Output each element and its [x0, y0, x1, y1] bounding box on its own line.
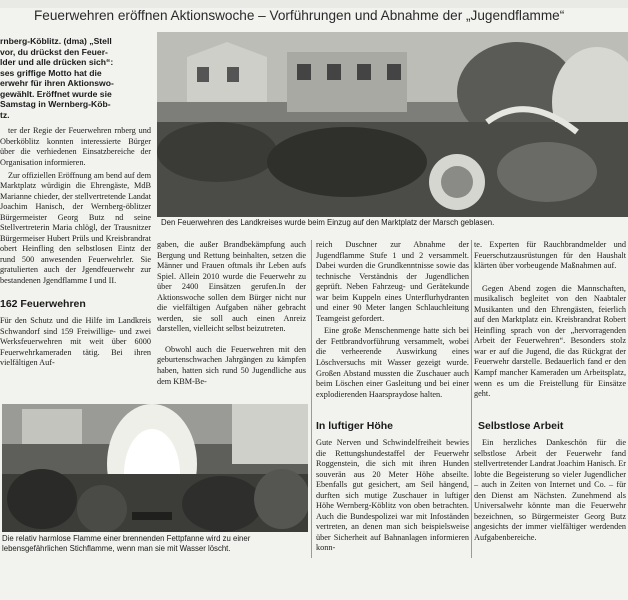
headline-bar [0, 0, 628, 8]
paragraph: Ein herzliches Dankeschön für die selbstlose Arbeit der Feuerwehr fand stellvertretender Landrat Joachim Hanisch. Er lobte die Begeisterung so vieler Jugendlicher – auch in Zeiten von Internet und Co. – für den Dienst am Nächsten. Zunehmend als Universalwehr könnte man die Feuerwehr bezeichnen, so Bürgermeister Georg Butz angesichts der immer vielfältiger werdenden Aufgabenbereiche. [474, 438, 626, 542]
paragraph: Obwohl auch die Feuerwehren mit den geburtenschwachen Jahrgängen zu kämpfen haben, hatten sich rund 50 Jugendliche aus dem KBM-Be- [157, 344, 306, 386]
paragraph: te. Experten für Rauchbrandmelder und Feuerschutzausrüstungen für den Haushalt klärten über vorbeugende Maßnahmen auf. [474, 240, 626, 271]
column-divider [471, 240, 472, 558]
column-3 [316, 240, 470, 410]
page-headline: Feuerwehren eröffnen Aktionswoche – Vorführungen und Abnahme der „Jugendflamme“ [34, 8, 565, 23]
paragraph: Zur offiziellen Eröffnung am bend auf dem Marktplatz würdigin die Ehrengäste, MdB Marianne chieder, der stellvertretende Landat Joachim Hanisch, der Wernberg-öblitzer Bürgermeister Georg Butz nd seine Stellvertreterin Maria chlögl, der Trausnitzer Bürgermeiser Hubert Prüls und Kreisbrandrat obert Heinfling den selbstlosen Eintz der rund 500 anwesenden Feuerwehrler. Sie gratulierten auch der Jgendfeuerwehr zur bestandenen Jgendflamme I und II. [0, 170, 151, 286]
column-3-continued [316, 438, 470, 560]
paragraph: ter der Regie der Feuerwehren rnberg und Oberköblitz konnten interessierte Bürger über die verhiedenen Einsatzbereiche der Organisation informieren. [0, 126, 151, 168]
lede-text: rnberg-Köblitz. (dma) „Stell vor, du drückst den Feuer- lder und alle drücken sich“: ses griffige Motto hat die erwehr für ihren Aktionswo- gewählt. Eröffnet wurde sie Samstag in Wernberg-Köb- tz. [0, 36, 114, 120]
column-4 [474, 240, 628, 415]
subhead-162-feuerwehren: 162 Feuerwehren [0, 298, 86, 310]
bottom-photo-caption: Die relativ harmlose Flamme einer brennenden Fettpfanne wird zu einer lebensgefährlichen Stichflamme, wenn man sie mit Wasser löscht. [2, 534, 251, 554]
top-photo-caption: Den Feuerwehren des Landkreises wurde beim Einzug auf den Marktplatz der Marsch geblasen. [161, 218, 495, 227]
column-2 [157, 240, 307, 405]
paragraph: Gegen Abend zogen die Mannschaften, musikalisch begleitet von den Naabtaler Musikanten und den Ehrengästen, feierlich auf den Marktplatz ein. Kreisbrandrat Robert Heinfling sprach von der „hervorragenden Arbeit der Feuerwehren“. Besonders stolz war er auf die Jugend, die das Rückgrat der Feuerwehr darstelle. Bedauerlich fand er den Kampf mancher Kameraden um Arbeitsplatz, wenn es um die Freistellung für Einsätze geht. [474, 283, 626, 399]
paragraph: Eine große Menschenmenge hatte sich bei der Fettbrandvorführung versammelt, wobei die verheerende Auswirkung eines Löschversuchs mit Wasser gezeigt wurde. Großen Abstand mussten die Zuschauer auch beim Löschen einer Gasleitung und bei einer explodierenden Haarspraydose halten. [316, 326, 469, 399]
column-divider [311, 240, 312, 558]
fire-demo-photo [2, 404, 308, 532]
column-1-continued [0, 316, 152, 400]
column-4-continued [474, 438, 628, 560]
subhead-in-luftiger-hoehe: In luftiger Höhe [316, 420, 393, 432]
paragraph: gaben, die außer Brandbekämpfung auch Bergung und Rettung beinhalten, setzen die Männer und Frauen oftmals ihr Leben aufs Spiel. Allein 2010 wurde die Feuerwehr zu über 2400 Einsätzen gerufen.In der Aktionswoche sollen dem Bürger nicht nur die vielfältigen Aufgaben näher gebracht werden, sie soll auch einen Anreiz darstellen, vielleicht selbst beizutreten. [157, 240, 306, 334]
paragraph: reich Duschner zur Abnahme der Jugendflamme Stufe 1 und 2 versammelt. Dabei wurden die Grundkenntnisse sowie das technische Verständnis der Jugendlichen geprüft. Neben Fahrzeug- und Gerätekunde war beim Kuppeln eines Unterflurhydranten und einer 90 Meter langen Schlauchleitung Teamgeist gefordert. [316, 240, 469, 323]
paragraph: Für den Schutz und die Hilfe im Landkreis Schwandorf sind 159 Freiwillige- und zwei Werksfeuerwehren mit weit über 6000 Feuerwehrkameraden tätig. Bei ihren vielfältigen Auf- [0, 316, 151, 368]
subhead-selbstlose-arbeit: Selbstlose Arbeit [478, 420, 564, 432]
paragraph: Gute Nerven und Schwindelfreiheit bewies die Rettungshundestaffel der Feuerwehr Roggenstein, die sich mit ihren Hunden souverän aus 20 Meter Höhe abseilte. Ebenfalls gut gesichert, am Seil hängend, durften sich mutige Zuschauer in luftiger Höhe Wernberg-Köblitz von oben betrachten. Auch die Bundespolizei war mit Infoständen vertreten, an denen man sich beispielsweise über Sicherheit auf Bahnanlagen informieren konn- [316, 438, 469, 553]
marching-photo [157, 32, 628, 217]
